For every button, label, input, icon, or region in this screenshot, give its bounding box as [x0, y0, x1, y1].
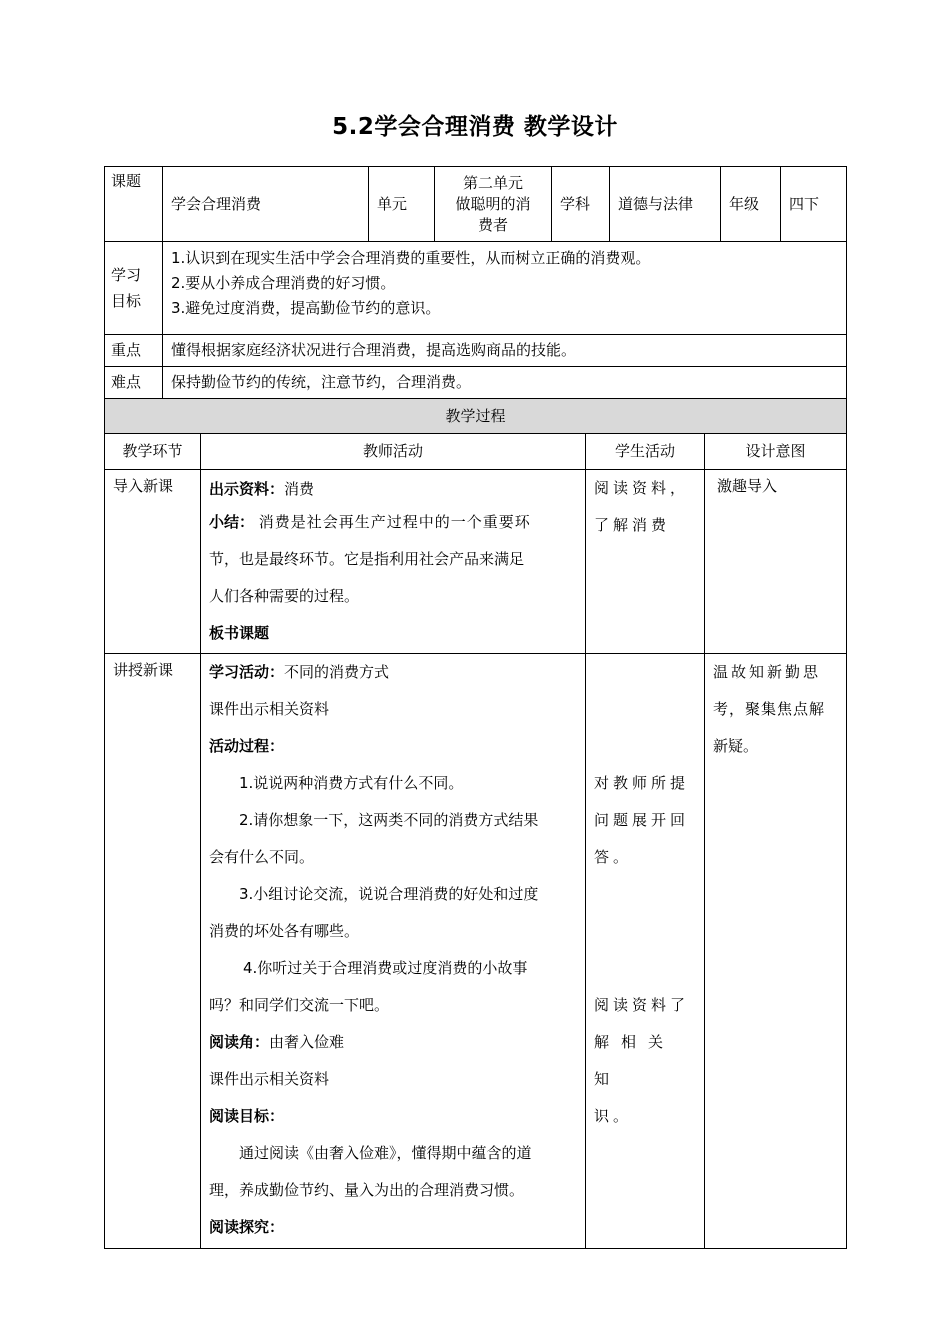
intro-student — [586, 470, 705, 654]
header-stage: 教学环节 — [105, 434, 201, 470]
grade-value: 四下 — [781, 167, 847, 242]
subject-value: 道德与法律 — [610, 167, 721, 242]
activity-line — [209, 654, 577, 691]
intro-intent: 激趣导入 — [705, 470, 847, 654]
courseware-1: 课件出示相关资料 — [209, 700, 330, 718]
activity-label: 学习活动： — [209, 663, 285, 681]
unit-line: 第二单元 — [462, 173, 523, 192]
teach-student-line: 对教师所提 — [594, 774, 690, 792]
unit-value — [435, 167, 552, 242]
key-content: 懂得根据家庭经济状况进行合理消费，提高选购商品的技能。 — [163, 335, 847, 367]
teach-student — [586, 654, 705, 1249]
show-label: 出示资料： — [209, 480, 285, 498]
summary-line: 人们各种需要的过程。 — [209, 587, 360, 605]
unit-label: 单元 — [369, 167, 435, 242]
teach-intent-line: 温故知新勤思 — [713, 663, 822, 681]
difficulty-label: 难点 — [105, 367, 163, 399]
teach-intent-line: 考，聚集焦点解 — [713, 700, 826, 718]
page-title: 5.2学会合理消费 教学设计 — [332, 114, 618, 140]
teach-student-line: 识。 — [594, 1107, 633, 1125]
intro-show — [209, 474, 577, 504]
unit-line: 做聪明的消 — [455, 194, 531, 213]
goal-item: 3.避免过度消费，提高勤俭节约的意识。 — [171, 299, 441, 317]
intro-summary — [209, 504, 577, 541]
summary-line: 消费是社会再生产过程中的一个重要环 — [258, 513, 531, 531]
goals-label-line: 目标 — [111, 292, 142, 310]
step-line: 1.说说两种消费方式有什么不同。 — [239, 774, 464, 792]
step-line: 消费的坏处各有哪些。 — [209, 922, 360, 940]
reading-goal-label: 阅读目标： — [209, 1107, 285, 1125]
key-label: 重点 — [105, 335, 163, 367]
teach-intent — [705, 654, 847, 1249]
topic-label: 课题 — [105, 167, 163, 242]
header-intent: 设计意图 — [705, 434, 847, 470]
teach-stage: 讲授新课 — [105, 654, 201, 1249]
reading-line — [209, 1024, 577, 1061]
intro-teacher — [201, 470, 586, 654]
show-text: 消费 — [284, 480, 315, 498]
info-table — [104, 166, 847, 399]
reading-explore-label: 阅读探究： — [209, 1218, 285, 1236]
teach-student-line: 阅读资料了 — [594, 996, 690, 1014]
goal-item: 1.认识到在现实生活中学会合理消费的重要性，从而树立正确的消费观。 — [171, 249, 651, 267]
reading-label: 阅读角： — [209, 1033, 270, 1051]
summary-line: 节，也是最终环节。它是指利用社会产品来满足 — [209, 550, 525, 568]
intro-stage: 导入新课 — [105, 470, 201, 654]
step-line: 3.小组讨论交流，说说合理消费的好处和过度 — [239, 885, 539, 903]
teach-intent-line: 新疑。 — [713, 737, 759, 755]
board-title: 板书课题 — [209, 624, 270, 642]
header-teacher: 教师活动 — [201, 434, 586, 470]
step-line: 4.你听过关于合理消费或过度消费的小故事 — [243, 959, 528, 977]
goals-label — [105, 242, 163, 335]
goals-label-line: 学习 — [111, 266, 142, 284]
courseware-2: 课件出示相关资料 — [209, 1070, 330, 1088]
header-student: 学生活动 — [586, 434, 705, 470]
intro-student-line: 了解消费 — [594, 516, 671, 534]
teach-student-line: 问题展开回 — [594, 811, 690, 829]
reading-goal-line: 通过阅读《由奢入俭难》，懂得期中蕴含的道 — [239, 1144, 532, 1162]
reading-goal-line: 理，养成勤俭节约、量入为出的合理消费习惯。 — [209, 1181, 525, 1199]
activity-text: 不同的消费方式 — [284, 663, 390, 681]
step-line: 吗？和同学们交流一下吧。 — [209, 996, 390, 1014]
intro-student-line: 阅读资料， — [594, 479, 690, 497]
unit-line: 费者 — [477, 215, 508, 234]
goals-content — [163, 242, 847, 335]
process-heading: 教学过程 — [105, 399, 847, 434]
teach-teacher — [201, 654, 586, 1249]
topic-value: 学会合理消费 — [163, 167, 369, 242]
step-line: 会有什么不同。 — [209, 848, 315, 866]
reading-text: 由奢入俭难 — [269, 1033, 345, 1051]
teach-student-line: 答。 — [594, 848, 633, 866]
goal-item: 2.要从小养成合理消费的好习惯。 — [171, 274, 396, 292]
teach-student-line: 解相关知 — [594, 1033, 676, 1088]
step-line: 2.请你想象一下，这两类不同的消费方式结果 — [239, 811, 539, 829]
process-table — [104, 398, 847, 1249]
difficulty-content: 保持勤俭节约的传统，注意节约，合理消费。 — [163, 367, 847, 399]
summary-label: 小结： — [209, 513, 255, 531]
grade-label: 年级 — [721, 167, 781, 242]
subject-label: 学科 — [552, 167, 610, 242]
process-label: 活动过程： — [209, 737, 285, 755]
